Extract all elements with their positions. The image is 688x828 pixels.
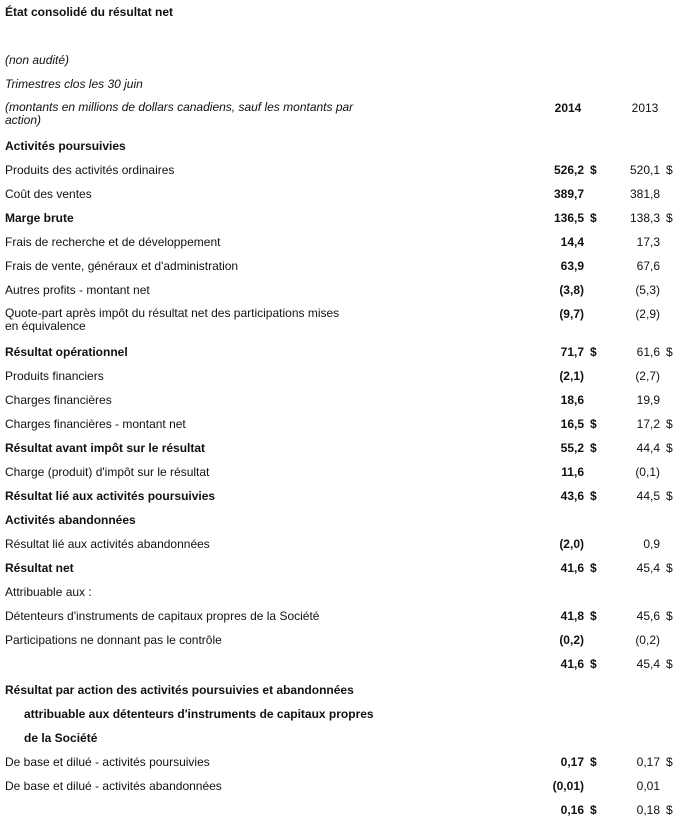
- currency-2014: $: [590, 489, 597, 503]
- row-label: Frais de vente, généraux et d'administration: [5, 259, 239, 273]
- value-2014: (0,2): [559, 633, 584, 647]
- value-2014: 41,8: [560, 609, 584, 623]
- section-heading-row: [0, 139, 688, 155]
- row-label: Attribuable aux :: [5, 585, 92, 599]
- value-2014: 0,17: [560, 755, 584, 769]
- column-header-row: [0, 101, 688, 129]
- currency-2013: $: [666, 561, 673, 575]
- value-2013: 44,4: [636, 441, 660, 455]
- total-row: [0, 657, 688, 673]
- currency-2013: $: [666, 211, 673, 225]
- currency-2014: $: [590, 211, 597, 225]
- value-2014: (2,0): [559, 537, 584, 551]
- table-row: [0, 417, 688, 433]
- value-2013: (0,2): [635, 633, 660, 647]
- value-2014: 71,7: [560, 345, 584, 359]
- currency-2014: $: [590, 803, 597, 817]
- row-label: de la Société: [24, 731, 98, 745]
- table-row: [0, 187, 688, 203]
- table-row: [0, 609, 688, 625]
- table-row: [0, 163, 688, 179]
- currency-2014: $: [590, 441, 597, 455]
- value-2013: 45,4: [636, 657, 660, 671]
- value-2013: (2,9): [635, 307, 660, 321]
- table-row: [0, 369, 688, 385]
- row-label: Résultat avant impôt sur le résultat: [5, 441, 206, 455]
- value-2013: (0,1): [635, 465, 660, 479]
- value-2014: 389,7: [553, 187, 584, 201]
- row-label: Activités abandonnées: [5, 513, 136, 527]
- table-row: [0, 307, 688, 335]
- value-2013: 45,4: [636, 561, 660, 575]
- unaudited-note: (non audité): [5, 53, 70, 67]
- value-2014: 0,16: [560, 803, 584, 817]
- units-note: (montants en millions de dollars canadiens, sauf les montants par action): [5, 100, 354, 127]
- value-2013: (5,3): [635, 283, 660, 297]
- row-label: Participations ne donnant pas le contrôle: [5, 633, 222, 647]
- table-row: [0, 259, 688, 275]
- row-label: Résultat lié aux activités abandonnées: [5, 537, 210, 551]
- currency-2013: $: [666, 803, 673, 817]
- value-2013: 45,6: [636, 609, 660, 623]
- table-row: [0, 235, 688, 251]
- row-label: Quote-part après impôt du résultat net des participations mises en équivalence: [5, 306, 340, 333]
- value-2014: 55,2: [560, 441, 584, 455]
- value-2013: 0,18: [636, 803, 660, 817]
- value-2014: 14,4: [560, 235, 584, 249]
- table-row: [0, 633, 688, 649]
- currency-2013: $: [666, 163, 673, 177]
- value-2014: (9,7): [559, 307, 584, 321]
- row-label: Détenteurs d'instruments de capitaux propres de la Société: [5, 609, 320, 623]
- value-2014: (2,1): [559, 369, 584, 383]
- period-note: Trimestres clos les 30 juin: [5, 77, 143, 91]
- value-2013: 67,6: [636, 259, 660, 273]
- value-2013: 520,1: [629, 163, 660, 177]
- currency-2013: $: [666, 489, 673, 503]
- unaudited-note-line: [0, 53, 688, 69]
- value-2014: 63,9: [560, 259, 584, 273]
- row-label: Produits financiers: [5, 369, 104, 383]
- total-row: [0, 803, 688, 819]
- row-label: Résultat opérationnel: [5, 345, 128, 359]
- subtotal-row: [0, 489, 688, 505]
- currency-2013: $: [666, 441, 673, 455]
- subtotal-row: [0, 441, 688, 457]
- value-2014: 41,6: [560, 561, 584, 575]
- row-label: Coût des ventes: [5, 187, 92, 201]
- table-row: [0, 585, 688, 601]
- value-2013: 0,01: [636, 779, 660, 793]
- value-2013: 381,8: [629, 187, 660, 201]
- table-row: [0, 779, 688, 795]
- table-row: [0, 465, 688, 481]
- table-row: [0, 755, 688, 771]
- value-2014: (0,01): [552, 779, 584, 793]
- row-label: attribuable aux détenteurs d'instruments de capitaux propres: [24, 707, 374, 721]
- value-2014: 526,2: [553, 163, 584, 177]
- section-heading-row: [0, 707, 688, 723]
- row-label: Activités poursuivies: [5, 139, 126, 153]
- currency-2013: $: [666, 657, 673, 671]
- currency-2014: $: [590, 417, 597, 431]
- value-2013: 0,17: [636, 755, 660, 769]
- value-2013: (2,7): [635, 369, 660, 383]
- value-2013: 138,3: [629, 211, 660, 225]
- statement-title: État consolidé du résultat net: [5, 5, 174, 19]
- currency-2014: $: [590, 657, 597, 671]
- row-label: De base et dilué - activités abandonnées: [5, 779, 222, 793]
- currency-2014: $: [590, 163, 597, 177]
- value-2013: 17,3: [636, 235, 660, 249]
- row-label: De base et dilué - activités poursuivies: [5, 755, 210, 769]
- value-2014: 16,5: [560, 417, 584, 431]
- currency-2014: $: [590, 609, 597, 623]
- value-2014: 18,6: [560, 393, 584, 407]
- currency-2014: $: [590, 561, 597, 575]
- period-note-line: [0, 77, 688, 93]
- row-label: Marge brute: [5, 211, 74, 225]
- value-2013: 61,6: [636, 345, 660, 359]
- row-label: Résultat net: [5, 561, 74, 575]
- column-header-2013: 2013: [631, 101, 659, 115]
- section-heading-row: [0, 731, 688, 747]
- currency-2013: $: [666, 345, 673, 359]
- row-label: Charge (produit) d'impôt sur le résultat: [5, 465, 210, 479]
- row-label: Charges financières: [5, 393, 112, 407]
- currency-2014: $: [590, 345, 597, 359]
- value-2013: 17,2: [636, 417, 660, 431]
- row-label: Résultat lié aux activités poursuivies: [5, 489, 216, 503]
- value-2013: 44,5: [636, 489, 660, 503]
- row-label: Charges financières - montant net: [5, 417, 186, 431]
- value-2013: 19,9: [636, 393, 660, 407]
- table-row: [0, 283, 688, 299]
- section-heading-row: [0, 683, 688, 699]
- value-2014: 11,6: [561, 465, 584, 479]
- value-2014: 41,6: [560, 657, 584, 671]
- table-row: [0, 393, 688, 409]
- subtotal-row: [0, 561, 688, 577]
- subtotal-row: [0, 345, 688, 361]
- value-2014: 43,6: [560, 489, 584, 503]
- row-label: Produits des activités ordinaires: [5, 163, 175, 177]
- section-heading-row: [0, 513, 688, 529]
- column-header-2014: 2014: [554, 101, 582, 115]
- currency-2013: $: [666, 755, 673, 769]
- currency-2013: $: [666, 417, 673, 431]
- value-2013: 0,9: [643, 537, 660, 551]
- currency-2014: $: [590, 755, 597, 769]
- row-label: Autres profits - montant net: [5, 283, 150, 297]
- row-label: Résultat par action des activités poursuivies et abandonnées: [5, 683, 354, 697]
- subtotal-row: [0, 211, 688, 227]
- value-2014: (3,8): [559, 283, 584, 297]
- row-label: Frais de recherche et de développement: [5, 235, 221, 249]
- currency-2013: $: [666, 609, 673, 623]
- value-2014: 136,5: [553, 211, 584, 225]
- table-row: [0, 537, 688, 553]
